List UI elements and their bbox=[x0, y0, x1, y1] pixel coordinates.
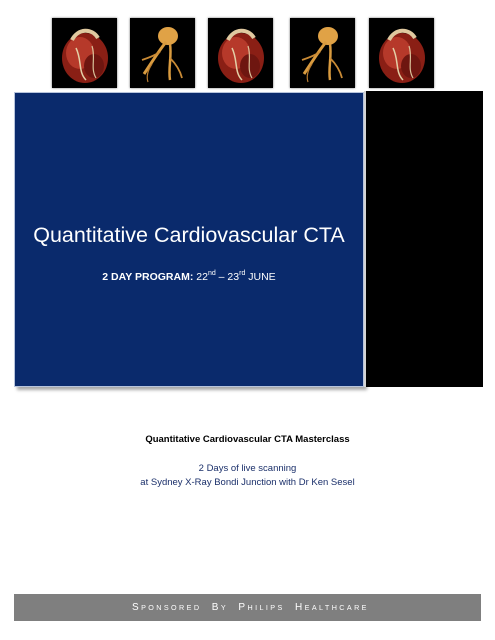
heart-ct-image bbox=[369, 18, 434, 88]
sponsor-footer bbox=[14, 594, 481, 621]
coronary-tree-image bbox=[130, 18, 195, 88]
coronary-tree-image bbox=[290, 18, 355, 88]
coronary-tree-icon bbox=[290, 18, 355, 88]
masterclass-heading: Quantitative Cardiovascular CTA Masterclass bbox=[145, 434, 350, 445]
date-end: 23 bbox=[227, 271, 240, 283]
title-banner bbox=[14, 92, 364, 387]
heart-ct-image bbox=[208, 18, 273, 88]
heart-ct-icon bbox=[208, 18, 273, 88]
description-line-1: 2 Days of live scanning bbox=[198, 463, 297, 474]
description-line-2: at Sydney X-Ray Bondi Junction with Dr Ken Sesel bbox=[140, 477, 355, 488]
date-separator: – bbox=[215, 271, 228, 283]
program-dates bbox=[15, 271, 363, 283]
sponsor-text: SPONSORED BY PHILIPS HEALTHCARE bbox=[132, 602, 369, 613]
image-strip bbox=[0, 18, 495, 88]
heart-ct-icon bbox=[369, 18, 434, 88]
date-start-suffix: nd bbox=[207, 270, 216, 277]
program-label: 2 DAY PROGRAM: bbox=[102, 271, 194, 283]
date-end-suffix: rd bbox=[239, 270, 246, 277]
date-start: 22 bbox=[196, 271, 208, 283]
coronary-tree-icon bbox=[130, 18, 195, 88]
date-month: JUNE bbox=[248, 271, 276, 283]
heart-ct-icon bbox=[52, 18, 117, 88]
page-title: Quantitative Cardiovascular CTA bbox=[33, 223, 345, 247]
heart-ct-image bbox=[52, 18, 117, 88]
side-panel bbox=[364, 91, 483, 387]
